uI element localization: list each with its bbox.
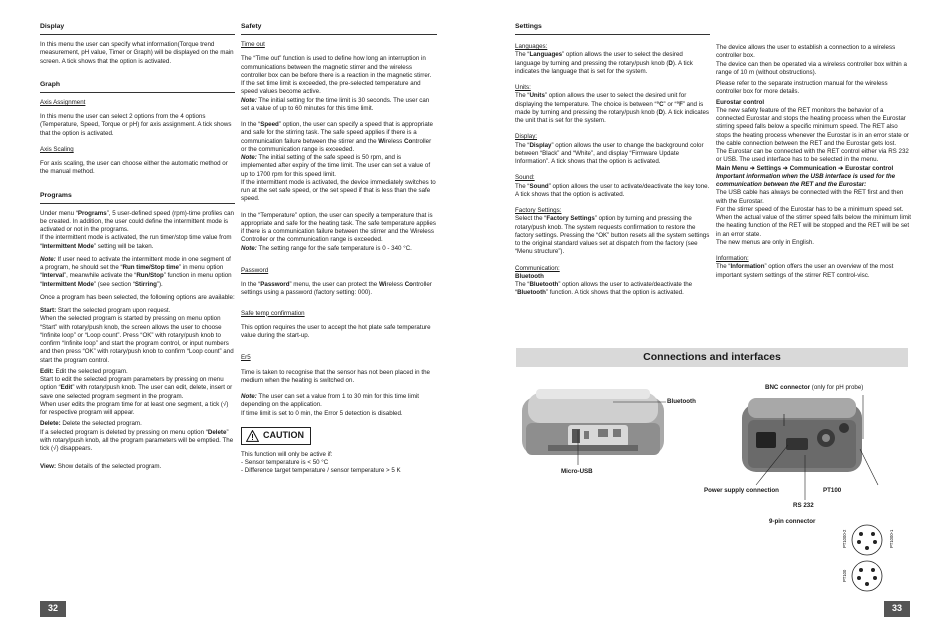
display-setting-text: The “Display” option allows the user to change the background color between “Black” and “White”, and display “Firmware Update Information”. A tick shows that the option is activated.: [515, 141, 704, 166]
information-heading: Information:: [716, 255, 749, 262]
program-delete-option: Delete: Delete the selected program. If a selected program is deleted by pressing on menu option “Delete” with rotary/push knob, all the program parameters will be emptied. The tick (√) disappears.: [40, 420, 234, 453]
left-column-1: [40, 22, 235, 477]
programs-options-intro: Once a program has been selected, the following options are available:: [40, 293, 235, 301]
password-text: In the “Password” menu, the user can protect the Wireless Controller settings using a password (factory setting: 000).: [241, 281, 432, 297]
er5-heading: Er5: [241, 354, 251, 362]
pt100-label: PT100: [842, 569, 847, 582]
graph-heading: Graph: [40, 80, 235, 93]
connector-1-outline: [852, 525, 882, 555]
timeout-text: The “Time out” function is used to define how long an interruption in communications between the magnetic stirrer and the wireless controller box can be before there is a reaction in the magnetic stirrer. If the set time limit is exceeded, the pre-selected temperature and speed values become active. Note: The initial setting for the time limit is 30 seconds. The user can set a value of up to 60 minutes for this time limit.: [241, 55, 432, 112]
communication-heading: Communication:: [515, 264, 560, 272]
er5-note: Note: The user can set a value from 1 to 30 min for this time limit depending on the application. If time limit is set to 0 min, the Error 5 detection is disabled.: [241, 393, 420, 417]
power-supply-label: Power supply connection: [704, 487, 779, 494]
bluetooth-text: The “Bluetooth” option allows the user to activate/deactivate the “Bluetooth” function. A tick shows that the option is activated.: [515, 281, 693, 297]
information-text: The “Information” option offers the user an overview of the most important system settings of the stirrer RET control-visc.: [716, 263, 894, 279]
nine-pin-label: 9-pin connector: [769, 518, 816, 525]
safe-temp-confirmation-heading: Safe temp confirmation: [241, 309, 305, 317]
safe-temperature-text: In the “Temperature” option, the user can specify a temperature that is appropriate and safe for the heating task. The safe temperature applies if there is a communication failure between the stirrer and the Wireless Controller or the communication range is exceeded. Note: The setting range for the safe temperature is 0 - 340 °C.: [241, 211, 436, 252]
factory-settings-heading: Factory Settings:: [515, 207, 562, 215]
safety-heading: Safety: [241, 22, 437, 35]
pt100-plug-label: PT100: [823, 487, 842, 494]
languages-text: The “Languages” option allows the user to select the desired language by turning and pressing the rotary/push knob (D). A tick indicates the language that is set for the system.: [515, 51, 693, 75]
rs232-label: RS 232: [793, 502, 814, 509]
display-setting-heading: Display:: [515, 133, 538, 141]
page-number-left: 32: [40, 601, 66, 617]
caution-label: CAUTION: [263, 429, 304, 440]
arrow-right-icon: ➔: [838, 164, 844, 172]
languages-heading: Languages:: [515, 43, 548, 51]
pt1000-2-label: PT1000-2: [842, 529, 847, 548]
sound-heading: Sound:: [515, 174, 535, 182]
right-column-2: [716, 44, 912, 285]
pt1000-1-label: PT1000-1: [889, 529, 894, 548]
caution-text: This function will only be active if: - Sensor temperature is < 50 °C - Difference target temperature / sensor temperature > 5 K: [241, 450, 401, 475]
programs-intro: Under menu “Programs”, 5 user-defined speed (rpm)-time profiles can be created. In addition, the user could define the intermittent mode is activated or not in the programs. If the intermittent mode is activated, the run timer/stop time value from “Intermittent Mode” setting will be taken.: [40, 209, 234, 250]
right-column-1: [515, 22, 710, 303]
safe-temp-confirmation-text: This option requires the user to accept the hot plate safe temperature value during the start-up.: [241, 323, 431, 340]
factory-settings-text: Select the “Factory Settings” option by turning and pressing the rotary/push knob. The system requests confirmation to restore the factory settings. Pressing the “OK” button resets all the system settings to the original standard values set at dispatch from the factory (see “Menu structure”).: [515, 215, 710, 256]
safe-speed-text: In the “Speed” option, the user can specify a speed that is appropriate and safe for the stirring task. The safe speed applies if there is a communication failure between the stirrer and the Wireless Controller or the communication range is exceeded. Note: The initial setting of the safe speed is 50 rpm, and is implemented after expiry of the time limit. The user can set a value of up to 1700 rpm for this speed limit. If the intermittent mode is activated, the device immediately switches to run at the set safe speed, or the set speed if that is less than the safe speed.: [241, 121, 436, 203]
display-text: In this menu the user can specify what information(Torque trend measurement, pH value, Timer or Graph) will be displayed on the main screen. A tick shows that the option is activated.: [40, 41, 234, 65]
page-number-right: 33: [884, 601, 910, 617]
display-heading: Display: [40, 22, 235, 35]
usb-important: Important information when the USB interface is used for the communication between the RET and the Eurostar: The USB cable has always be connected with the RET first and then with the Eurostar. For the stirrer speed of the Eurostar has to be a minimum speed set. When the actual value of the stirrer speed falls below the minimum limit the heating function of the RET will be stopped and the RET will be set in an error state. The new menus are only in English.: [716, 172, 911, 246]
settings-heading: Settings: [515, 22, 710, 35]
axis-scaling-heading: Axis Scaling: [40, 145, 74, 153]
caution-box: [241, 427, 311, 445]
arrow-right-icon: ➔: [782, 164, 788, 172]
connector-2-outline: [852, 561, 882, 591]
micro-usb-label: Micro-USB: [561, 468, 593, 475]
pin-diagram: [835, 520, 900, 596]
units-heading: Units:: [515, 84, 531, 92]
bluetooth-heading: Bluetooth: [515, 272, 544, 280]
arrow-right-icon: ➔: [749, 164, 755, 172]
wireless-text-more: Please refer to the separate instruction manual for the wireless controller box for more details.: [716, 80, 888, 96]
er5-text: Time is taken to recognise that the sensor has not been placed in the medium when the heating is switched on.: [241, 368, 430, 384]
wireless-text: The device allows the user to establish a connection to a wireless controller box. The device can then be operated via a wireless controller box within a range of 10 m (without obstructions).: [716, 44, 907, 76]
programs-note: Note: If user need to activate the intermittent mode in one segment of a program, he should set the “Run time/Stop time” in menu option “Interval”, meanwhile activate the “Run/Stop” function in menu option “Intermittent Mode” (see section “Stirring”).: [40, 255, 232, 288]
sound-text: The “Sound” option allows the user to activate/deactivate the key tone. A tick shows that the option is activated.: [515, 182, 710, 198]
units-text: The “Units” option allows the user to select the desired unit for displaying the temperature. The choice is between “°C” or “°F” and is made by turning and pressing the rotary/push knob (D). A tick indicates the unit that is set for the system.: [515, 92, 709, 125]
program-view-option: View: Show details of the selected program.: [40, 463, 162, 471]
connections-heading: Connections and interfaces: [516, 348, 908, 367]
axis-scaling-text: For axis scaling, the user can choose either the automatic method or the manual method.: [40, 160, 228, 176]
bluetooth-label: Bluetooth: [667, 398, 696, 405]
left-column-2: [241, 22, 437, 481]
axis-assignment-text: In this menu the user can select 2 options from the 4 options (Temperature, Speed, Torque or pH) for axis assignment. A tick shows that the option is activated.: [40, 113, 232, 137]
timeout-heading: Time out: [241, 41, 265, 49]
password-heading: Password: [241, 266, 269, 274]
eurostar-text: The new safety feature of the RET monitors the behavior of a connected Eurostar and stops the heating process when the Eurostar stirring speed falls below a specific minimum speed. The RET also stops the heating process whenever the Eurostar is in an error state or the cable connection between the RET and the Eurostar gets lost. The Eurostar can be connected with the RET control either via RS 232 or USB. The used interface has to be selected in the menu.: [716, 106, 909, 164]
menu-path: Main Menu ➔ Settings ➔ Communication ➔ Eurostar control: [716, 164, 894, 172]
warning-triangle-icon: [246, 430, 259, 442]
program-start-option: Start: Start the selected program upon request. When the selected program is started by pressing on menu option “Start” with rotary/push knob, the screen allows the user to choose “Infinite loop” or “Loop count”. Press “OK” with rotary/push knob to confirm “Infinite loop” and start the program control, or input numbers and then press “OK” with rotary/push knob to confirm “Loop count” and start the program control.: [40, 307, 234, 364]
programs-heading: Programs: [40, 191, 235, 204]
bnc-connector-label: BNC connector (only for pH probe): [765, 384, 864, 391]
axis-assignment-heading: Axis Assignment: [40, 98, 86, 106]
program-edit-option: Edit: Edit the selected program. Start to edit the selected program parameters by pressing on menu option “Edit” with rotary/push knob. The user can edit, delete, insert or save one selected program segment in the program. When user edits the program time for at least one segment, a tick (√) for respective program will appear.: [40, 367, 233, 417]
eurostar-heading: Eurostar control: [716, 98, 765, 106]
